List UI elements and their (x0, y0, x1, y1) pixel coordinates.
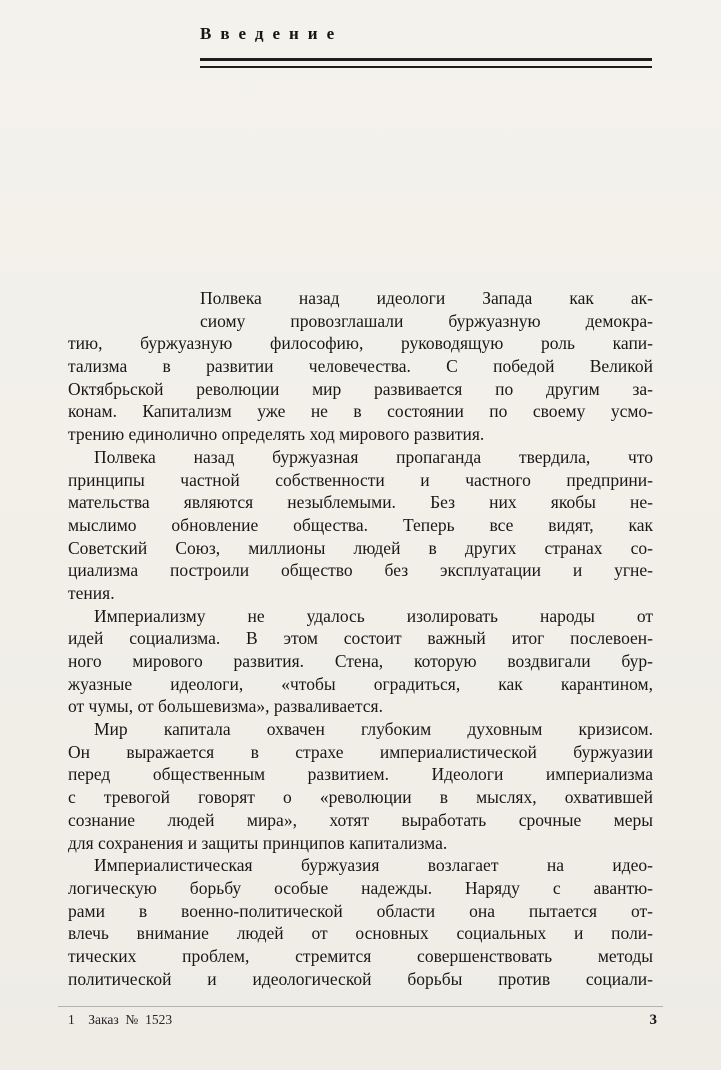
page-footer (68, 1012, 657, 1029)
text-line: Империализму не удалось изолировать народы от (94, 605, 653, 626)
text-line: Империалистическая буржуазия возлагает на идео- (94, 855, 653, 876)
paragraph (68, 287, 653, 446)
text-line: Советский Союз, миллионы людей в других странах со- (68, 537, 653, 558)
text-line: для сохранения и защиты принципов капитализма. (68, 832, 448, 853)
body-text (68, 287, 653, 990)
text-line: Он выражается в страхе империалистической буржуазии (68, 741, 653, 762)
paragraph (68, 605, 653, 718)
text-line: ного мирового развития. Стена, которую воздвигали бур- (68, 651, 653, 671)
text-line: циализма построили общество без эксплуатации и угне- (68, 560, 653, 581)
text-line: идей социализма. В этом состоит важный итог послевоен- (68, 628, 653, 649)
print-order-note: 1 Заказ № 1523 (68, 1012, 173, 1027)
text-line: мательства являются незыблемыми. Без них якобы не- (68, 492, 653, 513)
text-line: логическую борьбу особые надежды. Наряду с авантю- (68, 877, 653, 898)
text-line: жуазные идеологи, «чтобы оградиться, как карантином, (68, 673, 653, 694)
chapter-heading: Введение (200, 24, 344, 43)
text-line: тию, буржуазную философию, руководящую роль капи- (68, 333, 653, 354)
text-line: Полвека назад буржуазная пропаганда твердила, что (94, 446, 653, 467)
text-line: Мир капитала охвачен глубоким духовным кризисом. (94, 719, 653, 740)
page-number: 3 (649, 1012, 657, 1028)
text-line: мыслимо обновление общества. Теперь все видят, как (68, 514, 653, 535)
paragraph (68, 854, 653, 990)
text-line: Октябрьской революции мир развивается по другим за- (68, 378, 653, 399)
text-line: тализма в развитии человечества. С победой Великой (68, 356, 653, 377)
text-line: принципы частной собственности и частного предприни- (68, 469, 653, 490)
text-line: Полвека назад идеологи Запада как ак- (200, 288, 653, 308)
paragraph (68, 718, 653, 854)
text-line: рами в военно-политической области она пытается от- (68, 900, 653, 921)
text-line: сиому провозглашали буржуазную демокра- (200, 310, 653, 331)
heading-double-rule (200, 58, 652, 68)
text-line: перед общественным развитием. Идеологи империализма (68, 764, 653, 785)
text-line: сознание людей мира», хотят выработать срочные меры (68, 809, 653, 830)
text-line: от чумы, от большевизма», разваливается. (68, 696, 383, 717)
text-line: политической и идеологической борьбы против социали- (68, 968, 653, 989)
text-line: с тревогой говорят о «революции в мыслях, охватившей (68, 787, 653, 808)
text-line: конам. Капитализм уже не в состоянии по своему усмо- (68, 401, 653, 422)
footer-rule (58, 1006, 663, 1007)
text-line: влечь внимание людей от основных социальных и поли- (68, 923, 653, 944)
text-line: трению единолично определять ход мирового развития. (68, 424, 485, 445)
text-line: тических проблем, стремится совершенствовать методы (68, 945, 653, 966)
text-line: тения. (68, 582, 115, 603)
paragraph (68, 446, 653, 605)
